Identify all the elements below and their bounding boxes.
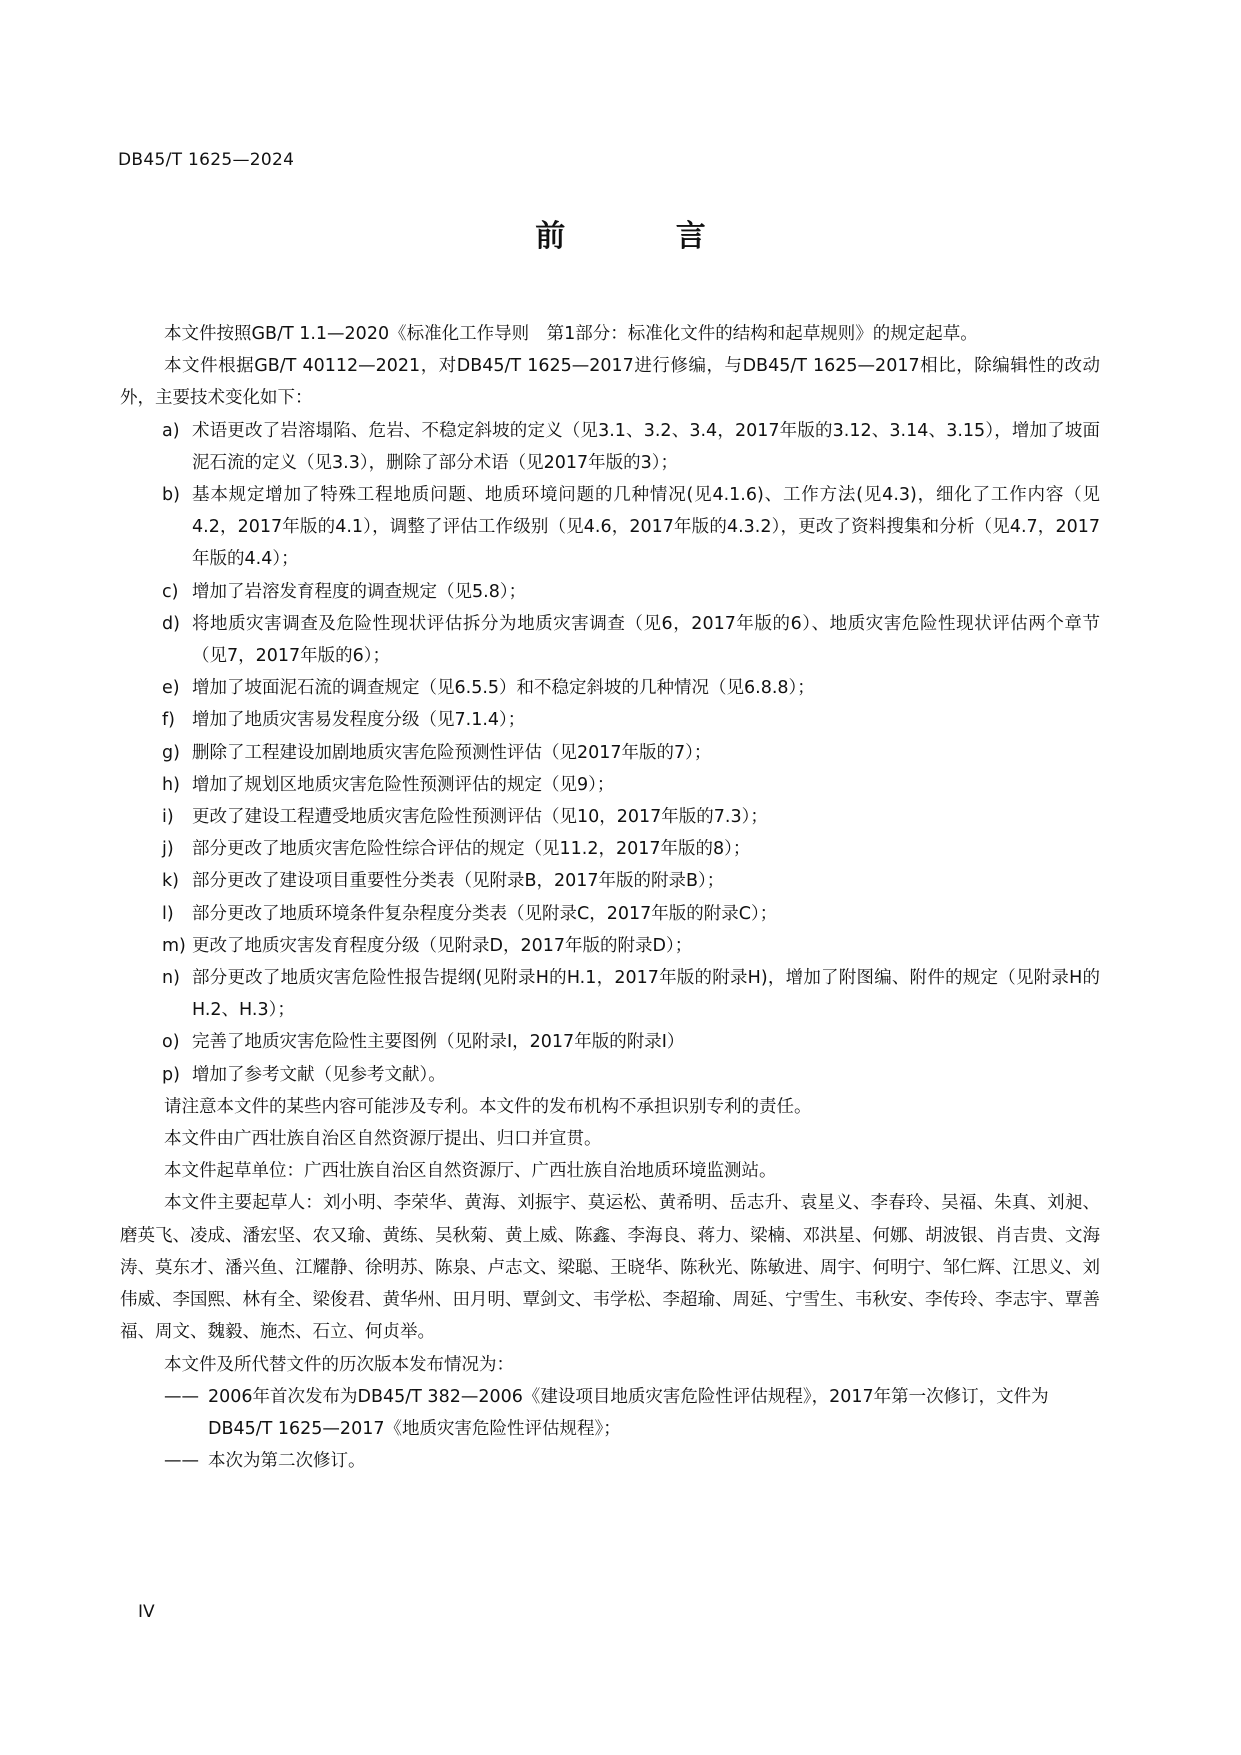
drafters: 本文件主要起草人：刘小明、李荣华、黄海、刘振宇、莫运松、黄希明、岳志升、袁星义、李春玲、吴福、朱真、刘昶、磨英飞、凌成、潘宏坚、农又瑜、黄练、吴秋菊、黄上威、陈鑫、李海良、蒋力、梁楠、邓洪星、何娜、胡波银、肖吉贵、文海涛、莫东才、潘兴鱼、江耀静、徐明苏、陈泉、卢志文、梁聪、王晓华、陈秋光、陈敏进、周宇、何明宁、邹仁辉、江思义、刘伟威、李国熙、林有全、梁俊君、黄华州、田月明、覃剑文、韦学松、李超瑜、周延、宁雪生、韦秋安、李传玲、李志宇、覃善福、周文、魏毅、施杰、石立、何贞举。 — [120, 1193, 1100, 1343]
list-item-label: f) — [162, 710, 175, 731]
list-item-text: 更改了地质灾害发育程度分级（见附录D，2017年版的附录D）； — [192, 935, 693, 956]
drafting-organizations: 本文件起草单位：广西壮族自治区自然资源厅、广西壮族自治地质环境监测站。 — [164, 1161, 777, 1182]
list-item — [120, 801, 1100, 833]
list-item — [120, 415, 1100, 479]
list-item — [120, 479, 1100, 576]
list-item — [120, 898, 1100, 930]
list-item-text: 完善了地质灾害危险性主要图例（见附录I，2017年版的附录I） — [192, 1032, 685, 1053]
list-item-text: 部分更改了建设项目重要性分类表（见附录B，2017年版的附录B）； — [192, 871, 725, 892]
list-item — [120, 737, 1100, 769]
list-item-label: n) — [162, 968, 180, 989]
list-item-text: 增加了坡面泥石流的调查规定（见6.5.5）和不稳定斜坡的几种情况（见6.8.8）； — [192, 678, 815, 699]
list-item — [120, 1059, 1100, 1091]
page-title: 前 言 — [535, 219, 756, 254]
foreword-content — [120, 318, 1100, 1477]
list-item — [120, 1026, 1100, 1058]
patent-notice: 请注意本文件的某些内容可能涉及专利。本文件的发布机构不承担识别专利的责任。 — [164, 1096, 812, 1117]
list-item-label: c) — [162, 581, 179, 602]
list-item-text: 基本规定增加了特殊工程地质问题、地质环境问题的几种情况(见4.1.6)、工作方法(见4.3)，细化了工作内容（见4.2，2017年版的4.1），调整了评估工作级别（见4.6，2017年版的4.3.2），更改了资料搜集和分析（见4.7，2017年版的4.4）； — [192, 485, 1100, 570]
list-item-label: p) — [162, 1064, 180, 1085]
list-item-text: 将地质灾害调查及危险性现状评估拆分为地质灾害调查（见6，2017年版的6）、地质灾害危险性现状评估两个章节（见7，2017年版的6）； — [192, 613, 1100, 667]
list-item — [120, 930, 1100, 962]
list-item-text: 部分更改了地质灾害危险性综合评估的规定（见11.2，2017年版的8）； — [192, 839, 751, 860]
list-item-label: k) — [162, 871, 179, 892]
list-item-label: l) — [162, 903, 174, 924]
list-item-label: m) — [162, 935, 186, 956]
list-item-label: h) — [162, 774, 180, 795]
history-item — [120, 1445, 1100, 1477]
history-item-text: 2006年首次发布为DB45/T 382—2006《建设项目地质灾害危险性评估规程》，2017年第一次修订，文件为DB45/T 1625—2017《地质灾害危险性评估规程》； — [208, 1386, 1049, 1439]
list-item-label: b) — [162, 485, 180, 506]
list-item — [120, 865, 1100, 897]
list-item — [120, 704, 1100, 736]
intro-paragraph: 本文件按照GB/T 1.1—2020《标准化工作导则 第1部分：标准化文件的结构和起草规则》的规定起草。 — [164, 324, 978, 344]
proposer-statement: 本文件由广西壮族自治区自然资源厅提出、归口并宣贯。 — [164, 1129, 602, 1150]
history-item-text: 本次为第二次修订。 — [208, 1451, 366, 1472]
list-item-label: a) — [162, 420, 180, 441]
list-item — [120, 672, 1100, 704]
list-item-label: i) — [162, 807, 174, 828]
list-item — [120, 576, 1100, 608]
list-item-label: g) — [162, 742, 180, 763]
list-item-text: 部分更改了地质环境条件复杂程度分类表（见附录C，2017年版的附录C）； — [192, 903, 778, 924]
list-item-text: 术语更改了岩溶塌陷、危岩、不稳定斜坡的定义（见3.1、3.2、3.4，2017年版的3.12、3.14、3.15），增加了坡面泥石流的定义（见3.3），删除了部分术语（见2017年版的3）； — [192, 420, 1100, 473]
list-item-label: o) — [162, 1032, 180, 1053]
list-item-text: 增加了规划区地质灾害危险性预测评估的规定（见9）； — [192, 774, 615, 795]
intro-paragraph: 本文件根据GB/T 40112—2021，对DB45/T 1625—2017进行修编，与DB45/T 1625—2017相比，除编辑性的改动外，主要技术变化如下： — [120, 356, 1100, 409]
list-item — [120, 962, 1100, 1026]
version-history-heading: 本文件及所代替文件的历次版本发布情况为： — [164, 1354, 514, 1375]
dash-marker: —— — [164, 1451, 199, 1472]
list-item — [120, 608, 1100, 672]
list-item-text: 增加了地质灾害易发程度分级（见7.1.4）； — [192, 710, 526, 731]
list-item-label: e) — [162, 678, 180, 699]
history-item — [120, 1381, 1100, 1445]
list-item-label: d) — [162, 613, 180, 634]
document-id-header: DB45/T 1625—2024 — [118, 150, 295, 170]
list-item-text: 增加了岩溶发育程度的调查规定（见5.8）； — [192, 581, 527, 602]
list-item-text: 增加了参考文献（见参考文献）。 — [192, 1064, 446, 1085]
list-item — [120, 833, 1100, 865]
change-list — [120, 415, 1100, 1091]
page-number: IV — [138, 1602, 155, 1622]
list-item-text: 部分更改了地质灾害危险性报告提纲(见附录H的H.1，2017年版的附录H)，增加了附图编、附件的规定（见附录H的H.2、H.3）； — [192, 968, 1100, 1021]
dash-marker: —— — [164, 1386, 199, 1407]
list-item — [120, 769, 1100, 801]
list-item-text: 删除了工程建设加剧地质灾害危险预测性评估（见2017年版的7）； — [192, 742, 712, 763]
list-item-text: 更改了建设工程遭受地质灾害危险性预测评估（见10，2017年版的7.3）； — [192, 807, 768, 828]
list-item-label: j) — [162, 839, 174, 860]
